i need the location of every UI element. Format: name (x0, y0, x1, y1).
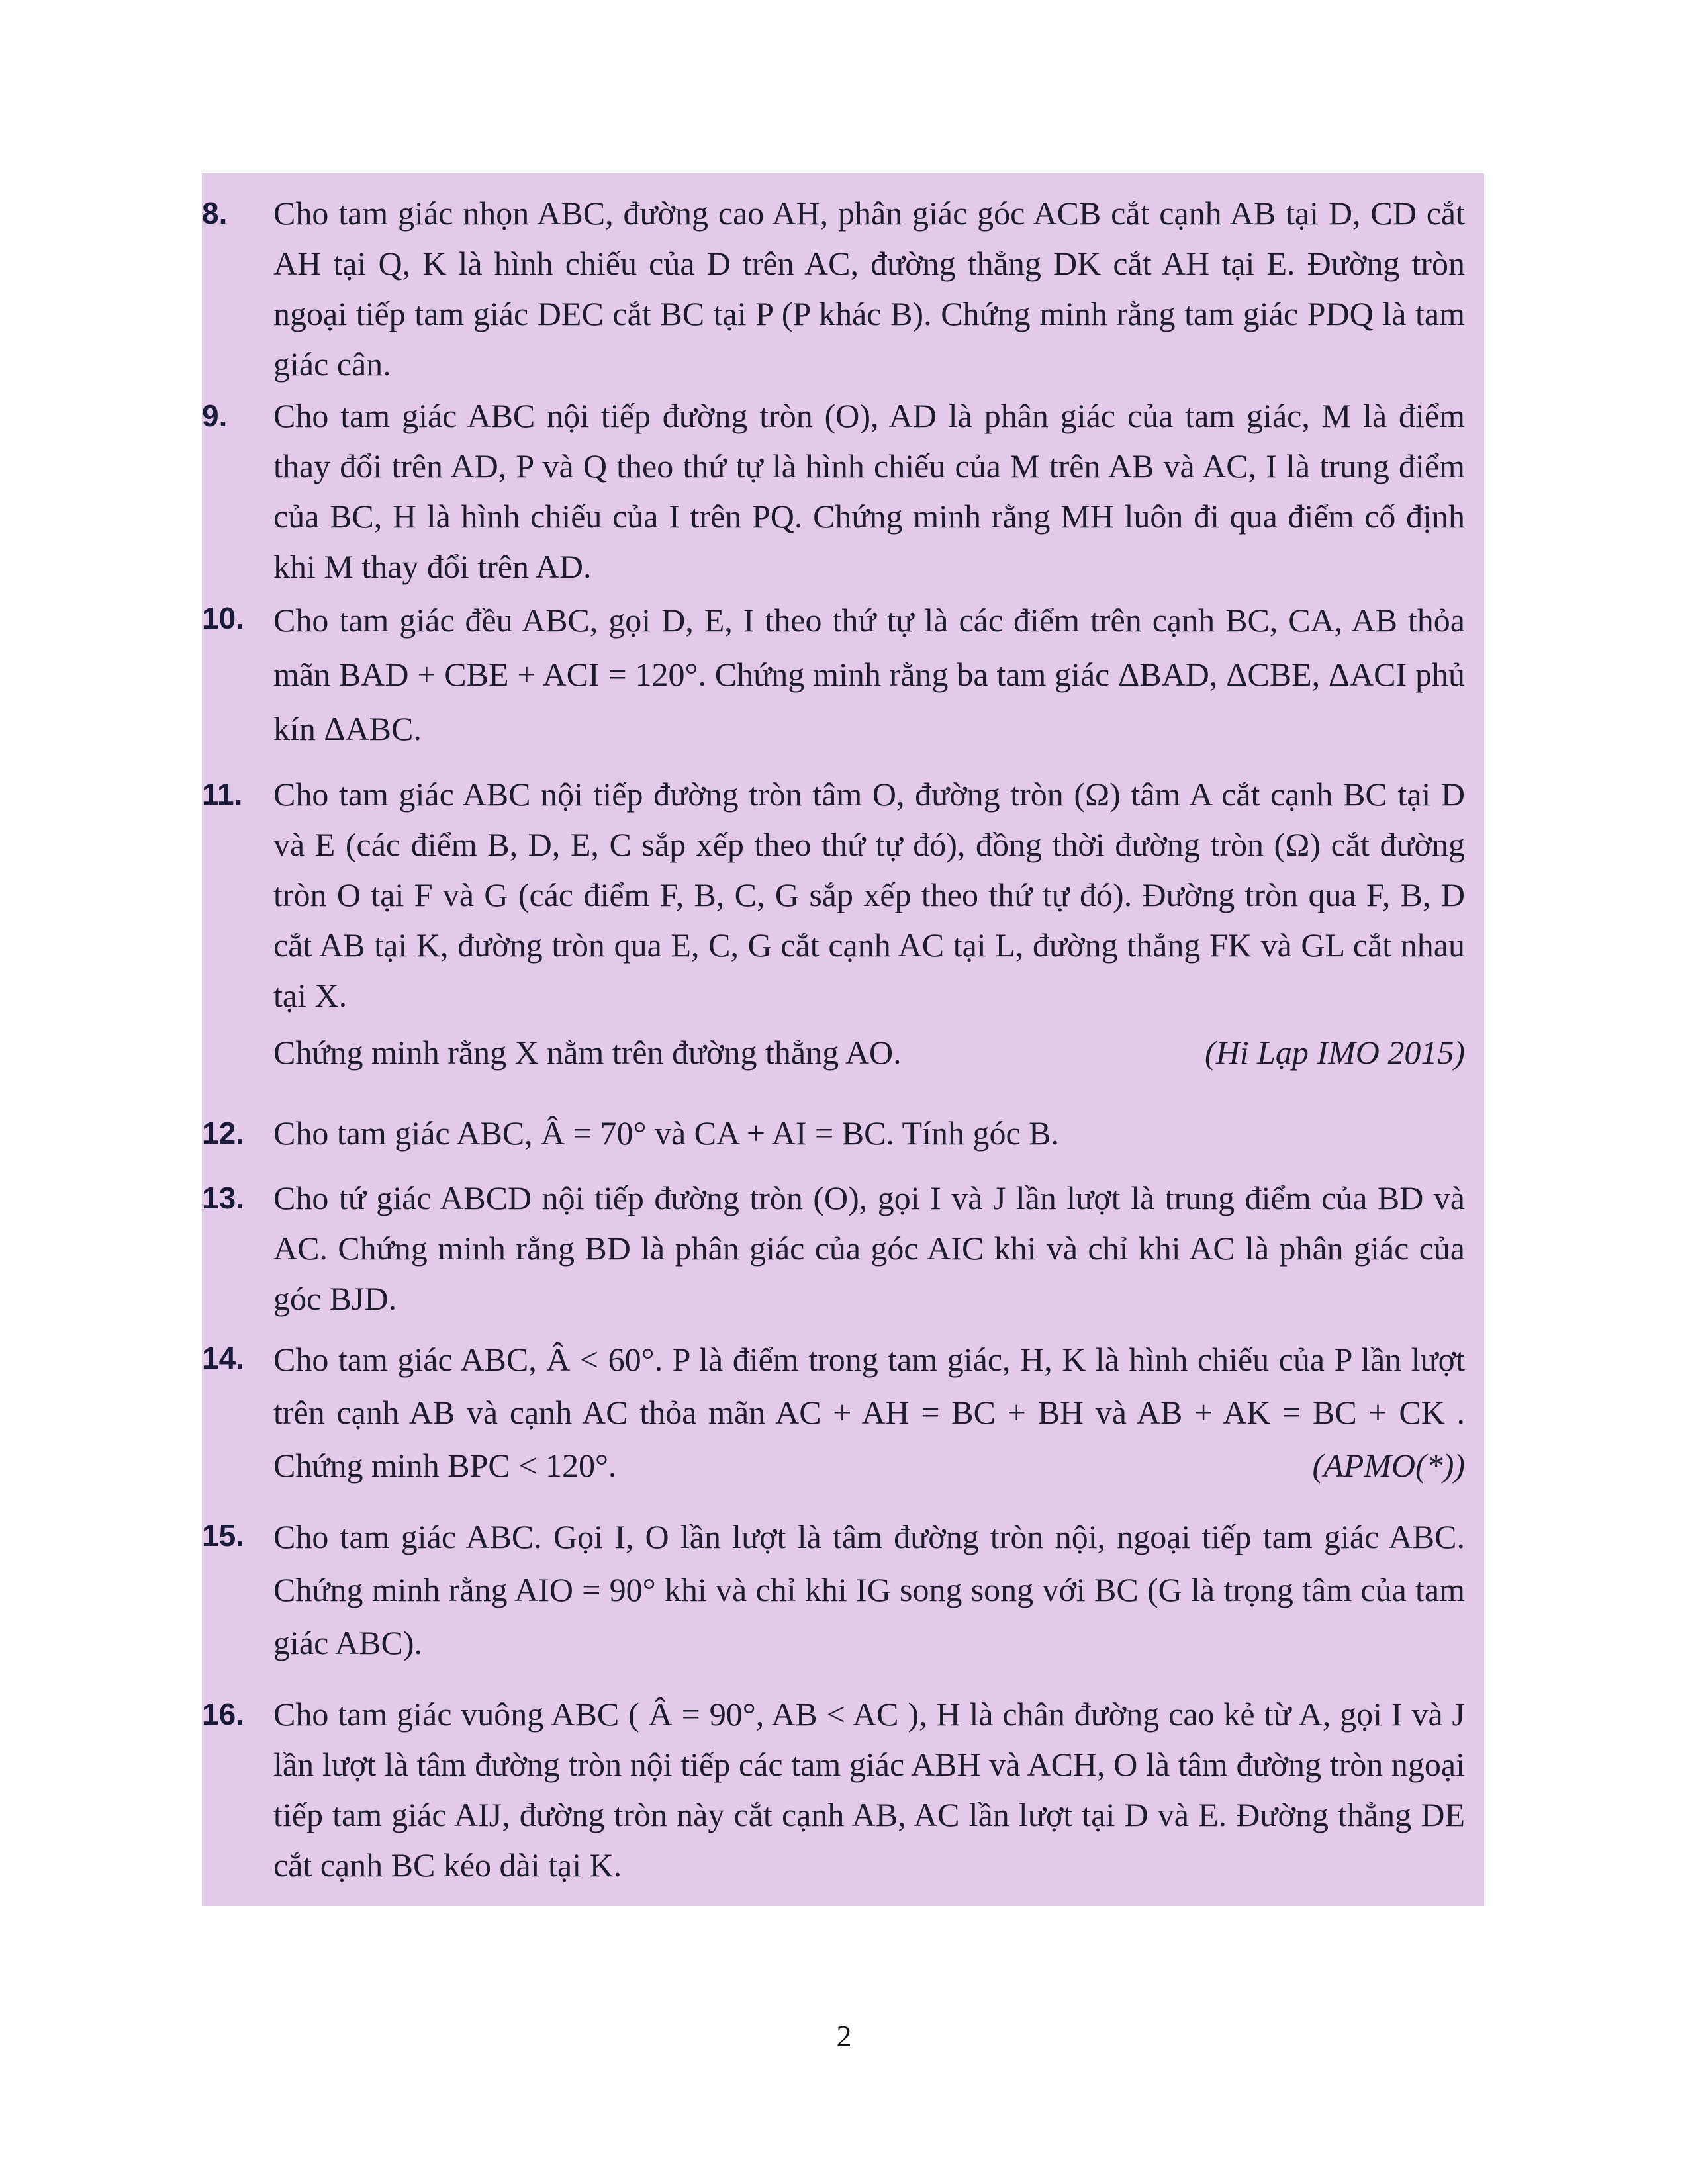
problem-number: 13. (202, 1181, 244, 1215)
problem-text: Cho tam giác ABC nội tiếp đường tròn (O), AD là phân giác của tam giác, M là điểm thay đổi trên AD, P và Q theo thứ tự là hình chiếu của M trên AB và AC, I là trung điểm của BC, H là hình chiếu của I trên PQ. Chứng minh rằng MH luôn đi qua điểm cố định khi M thay đổi trên AD. (273, 397, 1465, 585)
problem-text: Cho tam giác nhọn ABC, đường cao AH, phân giác góc ACB cắt cạnh AB tại D, CD cắt AH tại Q, K là hình chiếu của D trên AC, đường thẳng DK cắt AH tại E. Đường tròn ngoại tiếp tam giác DEC cắt BC tại P (P khác B). Chứng minh rằng tam giác PDQ là tam giác cân. (273, 195, 1465, 383)
problem-source: (APMO(*)) (1312, 1447, 1465, 1484)
problem-number: 12. (202, 1116, 244, 1150)
problem-number: 8. (202, 196, 228, 230)
problem-number: 9. (202, 398, 228, 433)
scanned-page-area (202, 173, 1484, 1906)
problem-number: 15. (202, 1518, 244, 1553)
problem-number: 11. (202, 777, 243, 811)
problem-text: Cho tam giác ABC. Gọi I, O lần lượt là tâm đường tròn nội, ngoại tiếp tam giác ABC. Chứng minh rằng AIO = 90° khi và chỉ khi IG song song với BC (G là trọng tâm của tam giác ABC). (273, 1518, 1465, 1661)
problem-text: Cho tam giác ABC, Â = 70° và CA + AI = BC. Tính góc B. (273, 1115, 1060, 1152)
problem-source: (Hi Lạp IMO 2015) (1204, 1034, 1465, 1071)
problem-text: Cho tam giác đều ABC, gọi D, E, I theo thứ tự là các điểm trên cạnh BC, CA, AB thỏa mãn BAD + CBE + ACI = 120°. Chứng minh rằng ba tam giác ΔBAD, ΔCBE, ΔACI phủ kín ΔABC. (273, 602, 1465, 747)
problem-conclusion: Chứng minh rằng X nằm trên đường thẳng AO. (273, 1034, 902, 1071)
problem-number: 14. (202, 1341, 244, 1375)
problem-text: Cho tam giác ABC, Â < 60°. P là điểm trong tam giác, H, K là hình chiếu của P lần lượt trên cạnh AB và cạnh AC thỏa mãn AC + AH = BC + BH và AB + AK = BC + CK . Chứng minh BPC < 120°. (APMO(*)) (273, 1333, 1465, 1492)
problem-number: 16. (202, 1697, 244, 1731)
problem-number: 10. (202, 601, 244, 635)
problem-text: Cho tam giác ABC nội tiếp đường tròn tâm O, đường tròn (Ω) tâm A cắt cạnh BC tại D và E (các điểm B, D, E, C sắp xếp theo thứ tự đó), đồng thời đường tròn (Ω) cắt đường tròn O tại F và G (các điểm F, B, C, G sắp xếp theo thứ tự đó). Đường tròn qua F, B, D cắt AB tại K, đường tròn qua E, C, G cắt cạnh AC tại L, đường thẳng FK và GL cắt nhau tại X. (Hi Lạp IMO 2015) Chứng minh rằng X nằm trên đường thẳng AO. (273, 769, 1465, 1077)
page-number: 2 (836, 2019, 852, 2053)
problem-text: Cho tam giác vuông ABC ( Â = 90°, AB < AC ), H là chân đường cao kẻ từ A, gọi I và J lần lượt là tâm đường tròn nội tiếp các tam giác ABH và ACH, O là tâm đường tròn ngoại tiếp tam giác AIJ, đường tròn này cắt cạnh AB, AC lần lượt tại D và E. Đường thẳng DE cắt cạnh BC kéo dài tại K. (273, 1696, 1465, 1884)
problem-text: Cho tứ giác ABCD nội tiếp đường tròn (O), gọi I và J lần lượt là trung điểm của BD và AC. Chứng minh rằng BD là phân giác của góc AIC khi và chỉ khi AC là phân giác của góc BJD. (273, 1179, 1465, 1317)
